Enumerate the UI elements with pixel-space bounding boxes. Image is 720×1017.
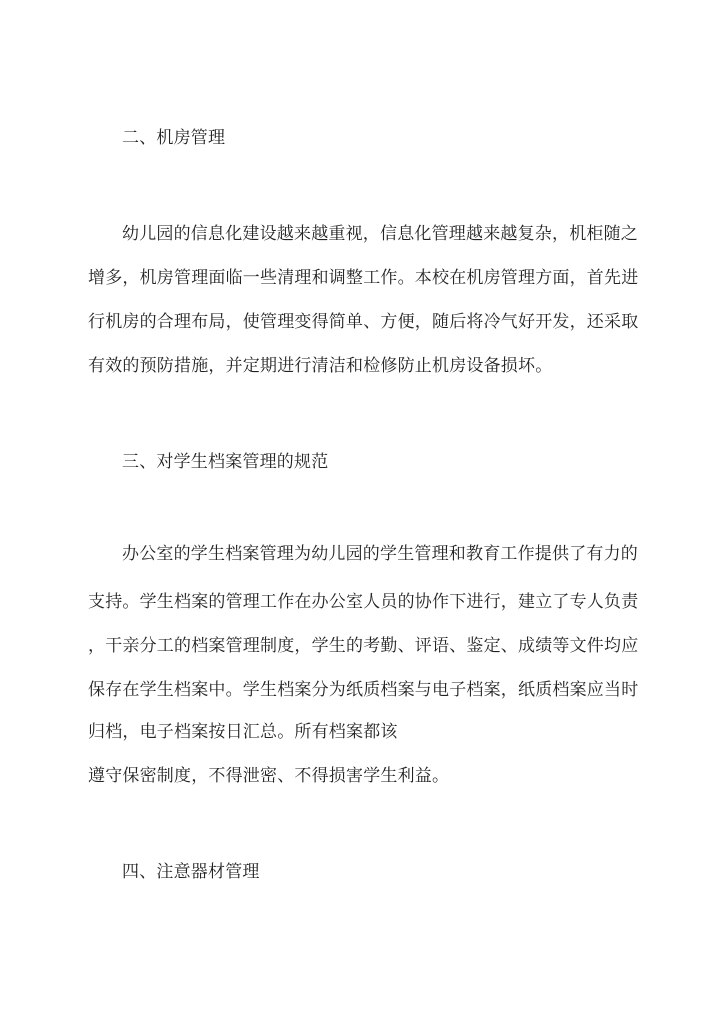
paragraph-line: 办公室的学生档案管理为幼儿园的学生管理和教育工作提供了有力的 (122, 544, 638, 564)
paragraph-line: ，干亲分工的档案管理制度，学生的考勤、评语、鉴定、成绩等文件均应 (88, 636, 639, 656)
section-heading: 四、注意器材管理 (122, 862, 260, 882)
section-heading: 二、机房管理 (122, 128, 226, 148)
paragraph-line: 归档，电子档案按日汇总。所有档案都该 (88, 722, 398, 742)
paragraph-line: 幼儿园的信息化建设越来越重视，信息化管理越来越复杂，机柜随之 (122, 224, 638, 244)
paragraph-line: 有效的预防措施，并定期进行清洁和检修防止机房设备损坏。 (88, 356, 553, 376)
paragraph-line: 支持。学生档案的管理工作在办公室人员的协作下进行，建立了专人负责 (88, 592, 639, 612)
paragraph-line: 保存在学生档案中。学生档案分为纸质档案与电子档案，纸质档案应当时 (88, 680, 639, 700)
section-heading: 三、对学生档案管理的规范 (122, 452, 329, 472)
paragraph-line: 遵守保密制度，不得泄密、不得损害学生利益。 (88, 766, 450, 786)
paragraph-line: 行机房的合理布局，使管理变得简单、方便，随后将冷气好开发，还采取 (88, 312, 639, 332)
paragraph-line: 增多，机房管理面临一些清理和调整工作。本校在机房管理方面，首先进 (88, 268, 639, 288)
